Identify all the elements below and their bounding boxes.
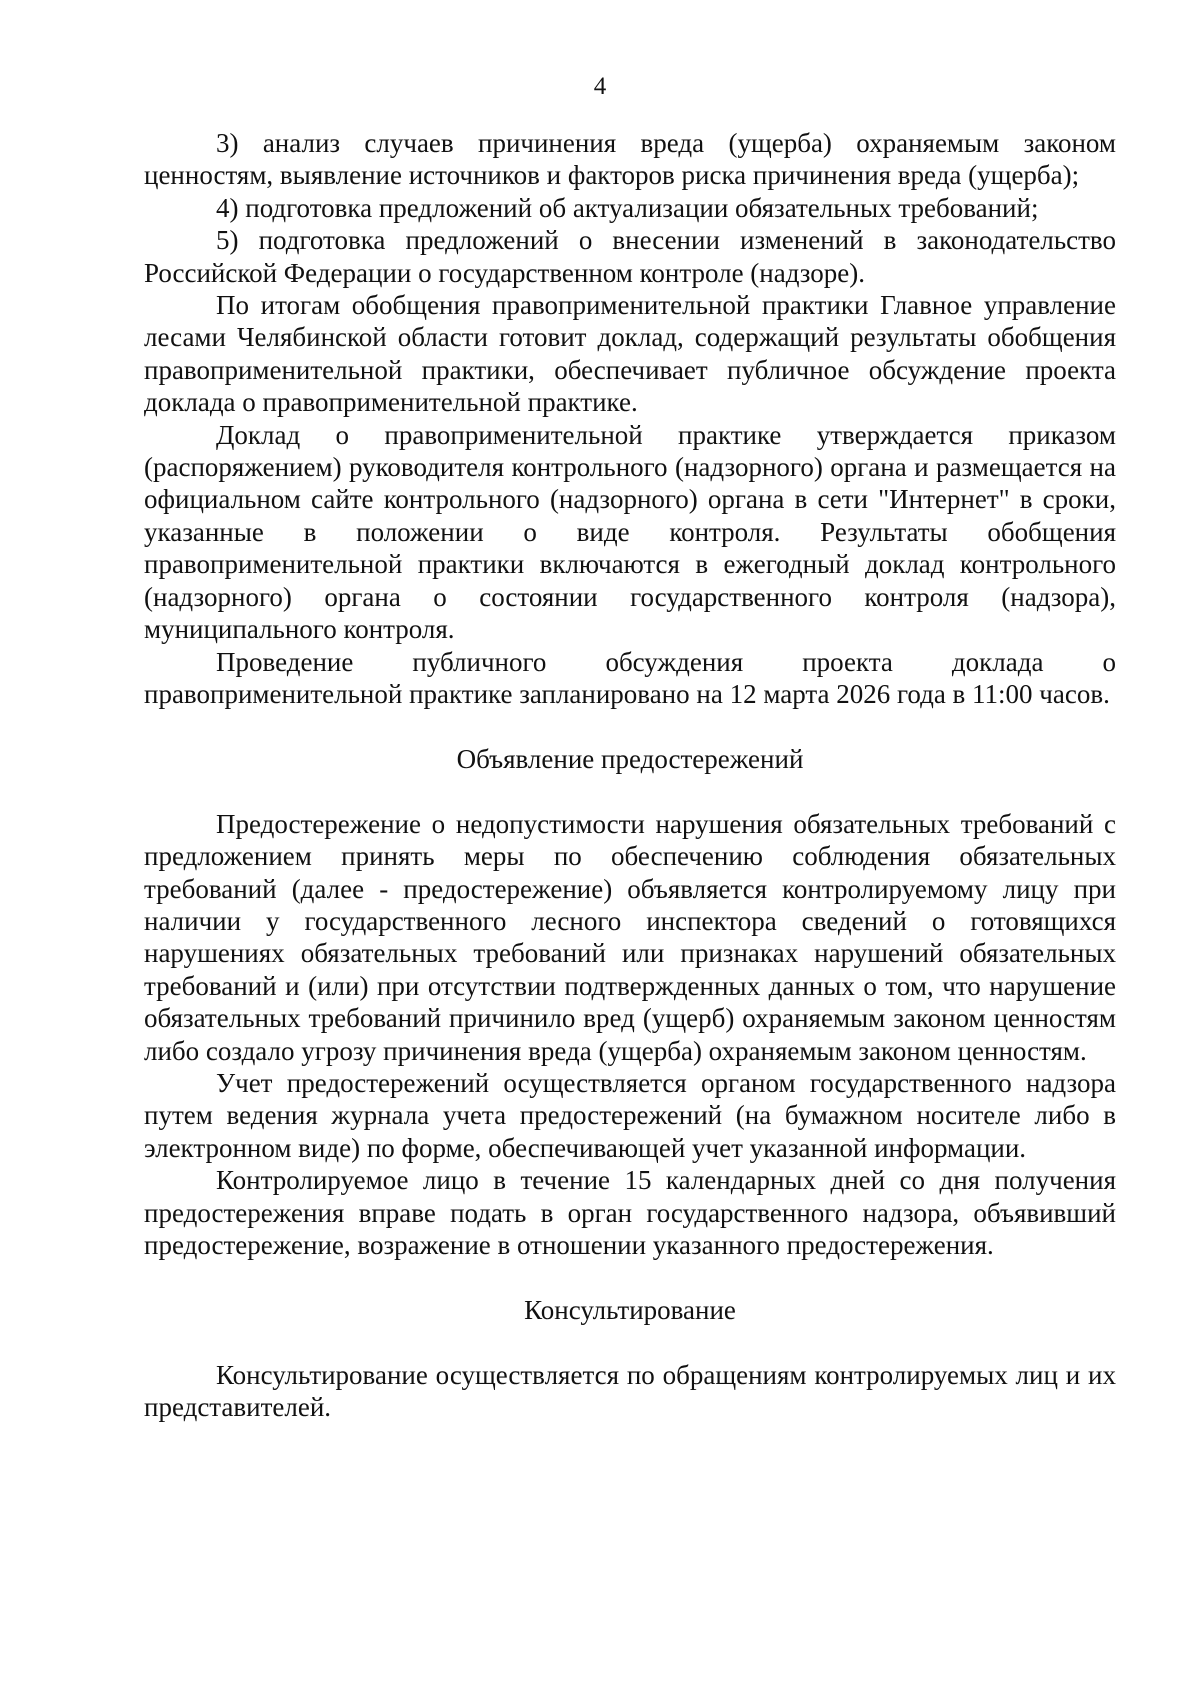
list-item-proposals-requirements: 4) подготовка предложений об актуализации обязательных требований; [216, 192, 1039, 223]
section-heading-consulting: Консультирование [524, 1295, 736, 1326]
paragraph-public-discussion: Проведение публичного обсуждения проекта доклада о правоприменительной практике запланировано на 12 марта 2026 года в 11:00 часов. [144, 646, 1116, 709]
paragraph-report-approval: Доклад о правоприменительной практике утверждается приказом (распоряжением) руководителя контрольного (надзорного) органа и размещается на официальном сайте контрольного (надзорного) органа в сети "Интернет" в сроки, указанные в положении о виде контроля. Результаты обобщения правоприменительной практики включаются в ежегодный доклад контрольного (надзорного) органа о состоянии государственного контроля (надзора), муниципального контроля. [144, 419, 1116, 645]
paragraph-warning-accounting: Учет предостережений осуществляется органом государственного надзора путем ведения журнала учета предостережений (на бумажном носителе либо в электронном виде) по форме, обеспечивающей учет указанной информации. [144, 1067, 1116, 1163]
paragraph-consulting: Консультирование осуществляется по обращениям контролируемых лиц и их представителей. [144, 1359, 1116, 1423]
list-item-analysis: 3) анализ случаев причинения вреда (ущерба) охраняемым законом ценностям, выявление источников и факторов риска причинения вреда (ущерба); [144, 128, 1116, 191]
paragraph-warning-objection: Контролируемое лицо в течение 15 календарных дней со дня получения предостережения вправе подать в орган государственного надзора, объявивший предостережение, возражение в отношении указанного предостережения. [144, 1165, 1116, 1260]
paragraph-report-preparation: По итогам обобщения правоприменительной практики Главное управление лесами Челябинской области готовит доклад, содержащий результаты обобщения правоприменительной практики, обеспечивает публичное обсуждение проекта доклада о правоприменительной практике. [144, 290, 1116, 418]
paragraph-warning-definition: Предостережение о недопустимости нарушения обязательных требований с предложением принять меры по обеспечению соблюдения обязательных требований (далее - предостережение) объявляется контролируемому лицу при наличии у государственного лесного инспектора сведений о готовящихся нарушениях обязательных требований или признаках нарушений обязательных требований и (или) при отсутствии подтвержденных данных о том, что нарушение обязательных требований причинило вред (ущерб) охраняемым законом ценностям либо создало угрозу причинения вреда (ущерба) охраняемым законом ценностям. [144, 808, 1116, 1066]
list-item-proposals-legislation: 5) подготовка предложений о внесении изменений в законодательство Российской Федерации о государственном контроле (надзоре). [144, 225, 1116, 288]
document-body [144, 127, 1116, 1424]
section-heading-warnings: Объявление предостережений [456, 744, 804, 775]
page-number: 4 [593, 73, 607, 100]
